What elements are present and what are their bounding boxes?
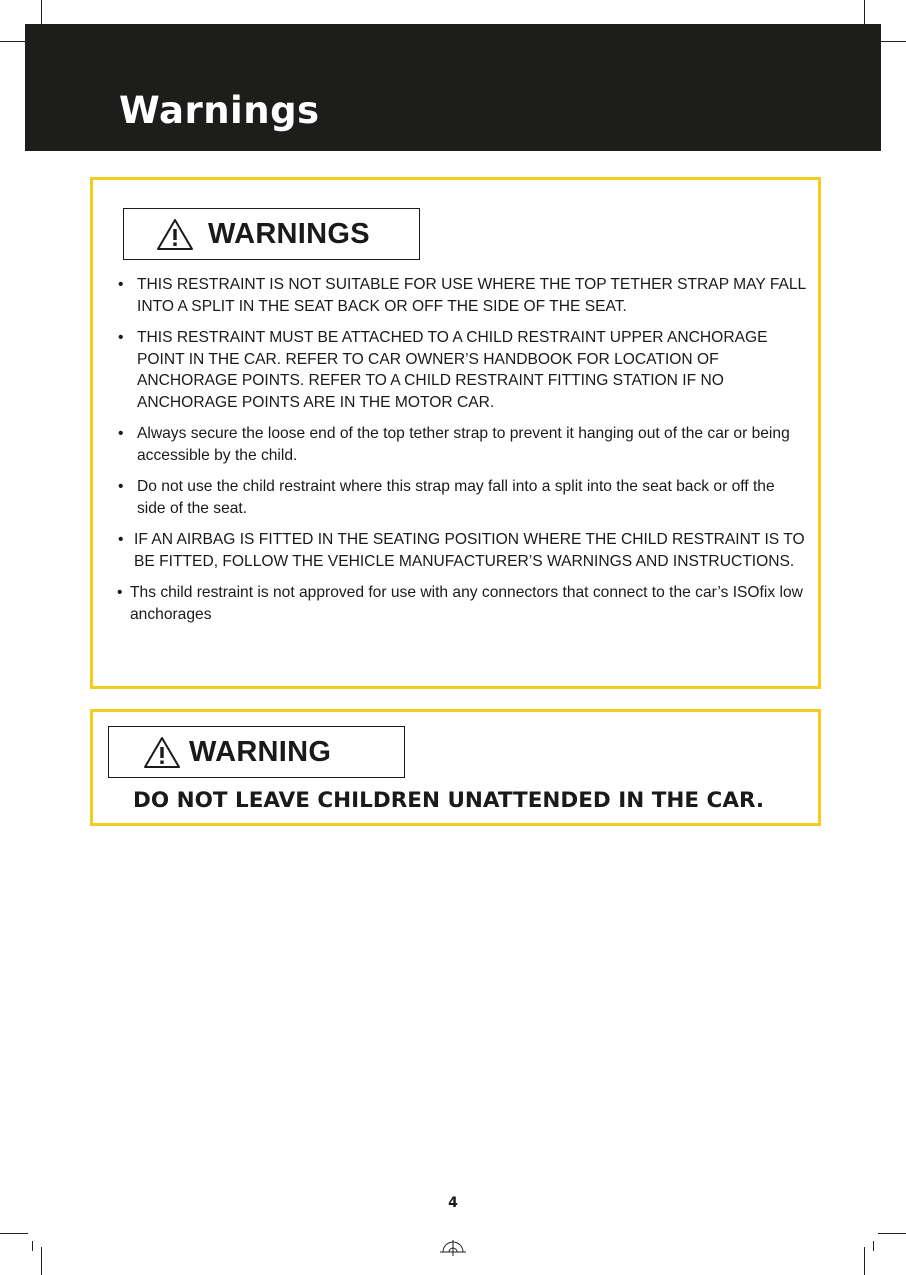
crop-mark [878, 1233, 906, 1234]
bullet: • [118, 276, 124, 293]
warning-triangle-icon [156, 218, 194, 251]
warnings-label-box [123, 208, 420, 260]
warning-box [90, 709, 821, 826]
warning-label: WARNING [189, 736, 332, 768]
warnings-label: WARNINGS [208, 218, 370, 250]
crop-mark [873, 1241, 874, 1251]
warnings-box [90, 177, 821, 689]
registration-mark-icon [440, 1236, 466, 1256]
warning-label-box [108, 726, 405, 778]
list-item: • Always secure the loose end of the top tether strap to prevent it hanging out of the car or being accessible by the child. [118, 425, 790, 464]
warning-triangle-icon [143, 736, 181, 769]
crop-mark [41, 1247, 42, 1275]
bullet: • [117, 584, 123, 601]
crop-mark [0, 1233, 28, 1234]
crop-mark [0, 41, 28, 42]
crop-mark [32, 1241, 33, 1251]
list-item: • Do not use the child restraint where this strap may fall into a split into the seat back or off the side of the seat. [118, 478, 775, 517]
unattended-notice: DO NOT LEAVE CHILDREN UNATTENDED IN THE CAR. [133, 788, 765, 813]
page-number: 4 [448, 1195, 458, 1211]
list-item: • IF AN AIRBAG IS FITTED IN THE SEATING POSITION WHERE THE CHILD RESTRAINT IS TO BE FITTED, FOLLOW THE VEHICLE MANUFACTURER’S WARNINGS AND INSTRUCTIONS. [118, 531, 805, 570]
page-title: Warnings [119, 89, 320, 132]
page-header [25, 24, 881, 151]
crop-mark [878, 41, 906, 42]
bullet: • [118, 531, 124, 548]
warnings-list [117, 274, 807, 625]
crop-mark [864, 1247, 865, 1275]
bullet: • [118, 425, 124, 442]
bullet: • [118, 478, 124, 495]
bullet: • [118, 329, 124, 346]
list-item: • THIS RESTRAINT MUST BE ATTACHED TO A CHILD RESTRAINT UPPER ANCHORAGE POINT IN THE CAR. REFER TO CAR OWNER’S HANDBOOK FOR LOCATION OF ANCHORAGE POINTS. REFER TO A CHILD RESTRAINT FITTING STATION IF NO ANCHORAGE POINTS ARE IN THE MOTOR CAR. [118, 329, 768, 411]
list-item: • Ths child restraint is not approved for use with any connectors that connect to the car’s ISOfix low anchorages [117, 584, 803, 623]
list-item: • THIS RESTRAINT IS NOT SUITABLE FOR USE WHERE THE TOP TETHER STRAP MAY FALL INTO A SPLIT IN THE SEAT BACK OR OFF THE SIDE OF THE SEAT. [118, 276, 806, 315]
